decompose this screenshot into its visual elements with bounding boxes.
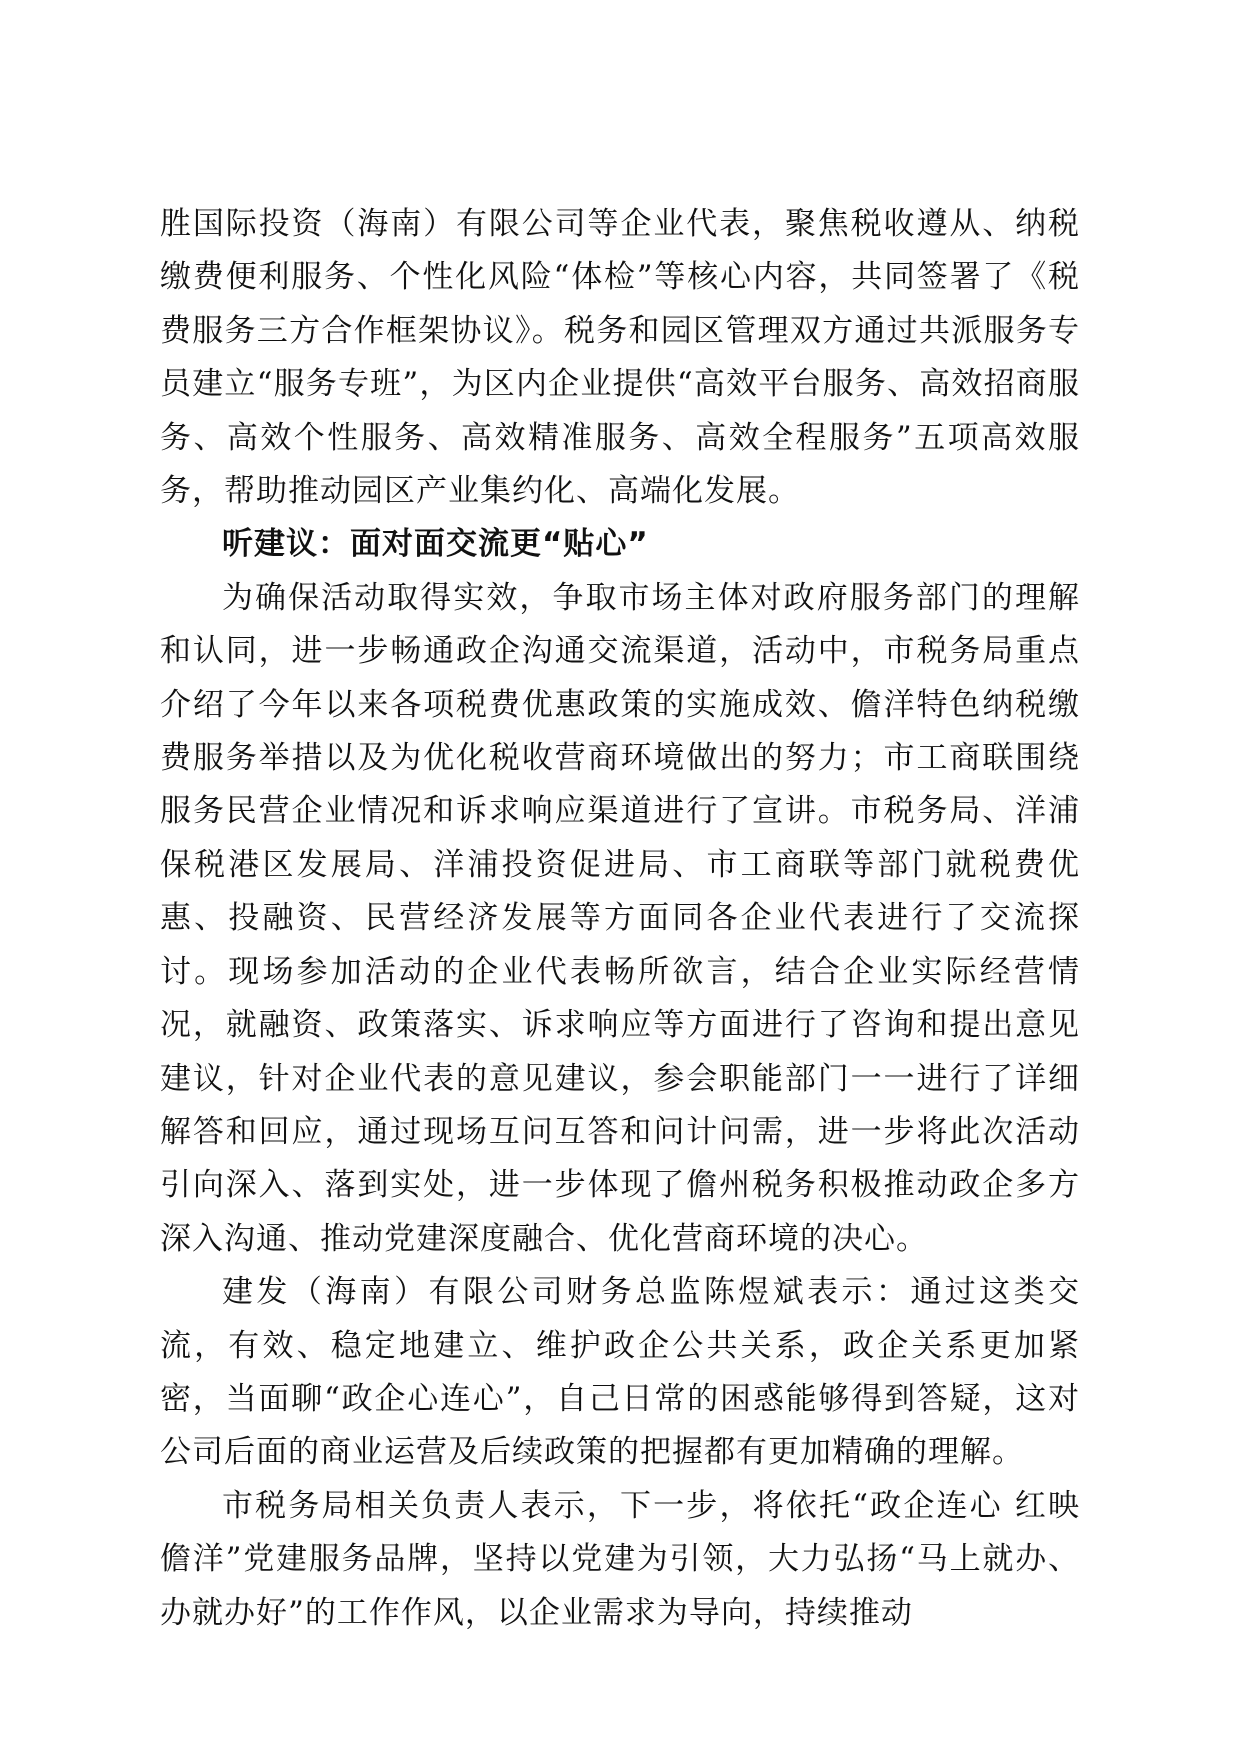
paragraph-continued-cooperation: 胜国际投资（海南）有限公司等企业代表，聚焦税收遵从、纳税缴费便利服务、个性化风险“体检”等核心内容，共同签署了《税费服务三方合作框架协议》。税务和园区管理双方通过共派服务专员建立“服务专班”，为区内企业提供“高效平台服务、高效招商服务、高效个性服务、高效精准服务、高效全程服务”五项高效服务，帮助推动园区产业集约化、高端化发展。 [160,206,1080,510]
paragraph-enterprise-quote: 建发（海南）有限公司财务总监陈煜斌表示：通过这类交流，有效、稳定地建立、维护政企公共关系，政企关系更加紧密，当面聊“政企心连心”，自己日常的困惑能够得到答疑，这对公司后面的商业运营及后续政策的把握都有更加精确的理解。 [160,1274,1080,1471]
article-body [160,198,1080,1640]
section-heading-suggestions: 听建议：面对面交流更“贴心” [222,526,649,563]
paragraph-next-steps: 市税务局相关负责人表示，下一步，将依托“政企连心 红映儋洋”党建服务品牌，坚持以党建为引领，大力弘扬“马上就办、办就办好”的工作作风，以企业需求为导向，持续推动 [160,1487,1080,1631]
paragraph-exchange-activity: 为确保活动取得实效，争取市场主体对政府服务部门的理解和认同，进一步畅通政企沟通交流渠道，活动中，市税务局重点介绍了今年以来各项税费优惠政策的实施成效、儋洋特色纳税缴费服务举措以及为优化税收营商环境做出的努力；市工商联围绕服务民营企业情况和诉求响应渠道进行了宣讲。市税务局、洋浦保税港区发展局、洋浦投资促进局、市工商联等部门就税费优惠、投融资、民营经济发展等方面同各企业代表进行了交流探讨。现场参加活动的企业代表畅所欲言，结合企业实际经营情况，就融资、政策落实、诉求响应等方面进行了咨询和提出意见建议，针对企业代表的意见建议，参会职能部门一一进行了详细解答和回应，通过现场互问互答和问计问需，进一步将此次活动引向深入、落到实处，进一步体现了儋州税务积极推动政企多方深入沟通、推动党建深度融合、优化营商环境的决心。 [160,579,1080,1257]
